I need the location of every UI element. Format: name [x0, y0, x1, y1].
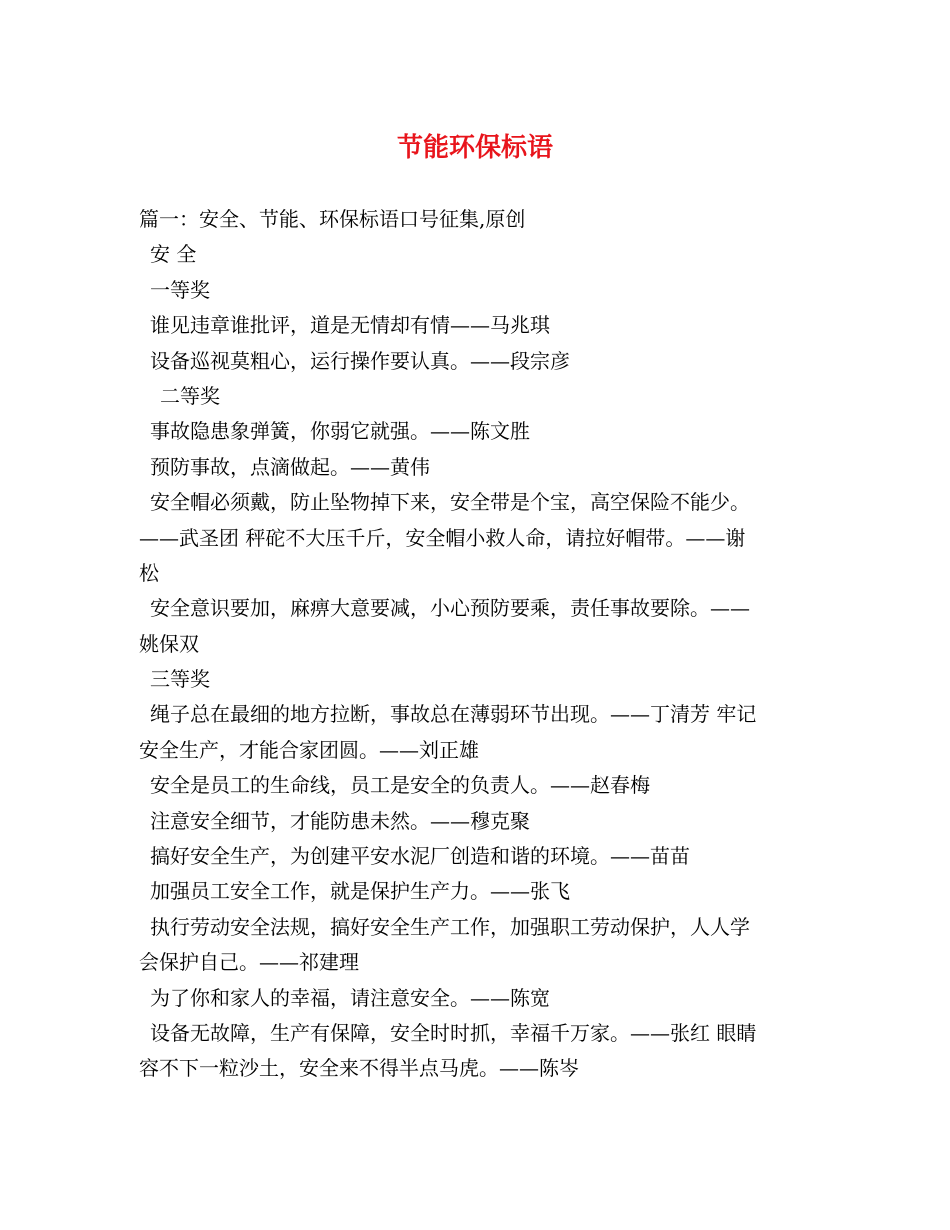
prize-heading: 一等奖 [150, 277, 210, 302]
slogan-line: ——武圣团 秤砣不大压千斤，安全帽小救人命，请拉好帽带。——谢 [139, 525, 746, 550]
slogan-line: 松 [139, 560, 159, 585]
slogan-line: 为了你和家人的幸福，请注意安全。——陈宽 [150, 985, 550, 1010]
slogan-line: 安全帽必须戴，防止坠物掉下来，安全带是个宝，高空保险不能少。 [150, 490, 750, 515]
slogan-line: 谁见违章谁批评，道是无情却有情——马兆琪 [150, 313, 550, 338]
document-title: 节能环保标语 [396, 133, 553, 163]
slogan-line: 设备巡视莫粗心，运行操作要认真。——段宗彦 [150, 348, 570, 373]
document-body [139, 202, 814, 1087]
slogan-line: 设备无故障，生产有保障，安全时时抓，幸福千万家。——张红 眼睛 [150, 1020, 757, 1045]
category-heading: 安 全 [150, 242, 197, 267]
section-heading: 篇一：安全、节能、环保标语口号征集,原创 [139, 207, 526, 231]
slogan-line: 安全生产，才能合家团圆。——刘正雄 [139, 737, 479, 762]
slogan-line: 姚保双 [139, 631, 199, 656]
slogan-line: 会保护自己。——祁建理 [139, 950, 359, 975]
slogan-line: 事故隐患象弹簧，你弱它就强。——陈文胜 [150, 419, 530, 444]
prize-heading: 二等奖 [160, 383, 220, 408]
slogan-line: 安全是员工的生命线，员工是安全的负责人。——赵春梅 [150, 773, 650, 798]
slogan-line: 绳子总在最细的地方拉断，事故总在薄弱环节出现。——丁清芳 牢记 [150, 702, 757, 727]
slogan-line: 预防事故，点滴做起。——黄伟 [150, 454, 430, 479]
slogan-line: 加强员工安全工作，就是保护生产力。——张飞 [150, 879, 570, 904]
slogan-line: 执行劳动安全法规，搞好安全生产工作，加强职工劳动保护，人人学 [150, 914, 750, 939]
slogan-line: 容不下一粒沙土，安全来不得半点马虎。——陈岑 [139, 1056, 579, 1081]
prize-heading: 三等奖 [150, 667, 210, 692]
slogan-line: 搞好安全生产，为创建平安水泥厂创造和谐的环境。——苗苗 [150, 844, 690, 869]
slogan-line: 安全意识要加，麻痹大意要减，小心预防要乘，责任事故要除。—— [150, 596, 750, 621]
slogan-line: 注意安全细节，才能防患未然。——穆克聚 [150, 808, 530, 833]
